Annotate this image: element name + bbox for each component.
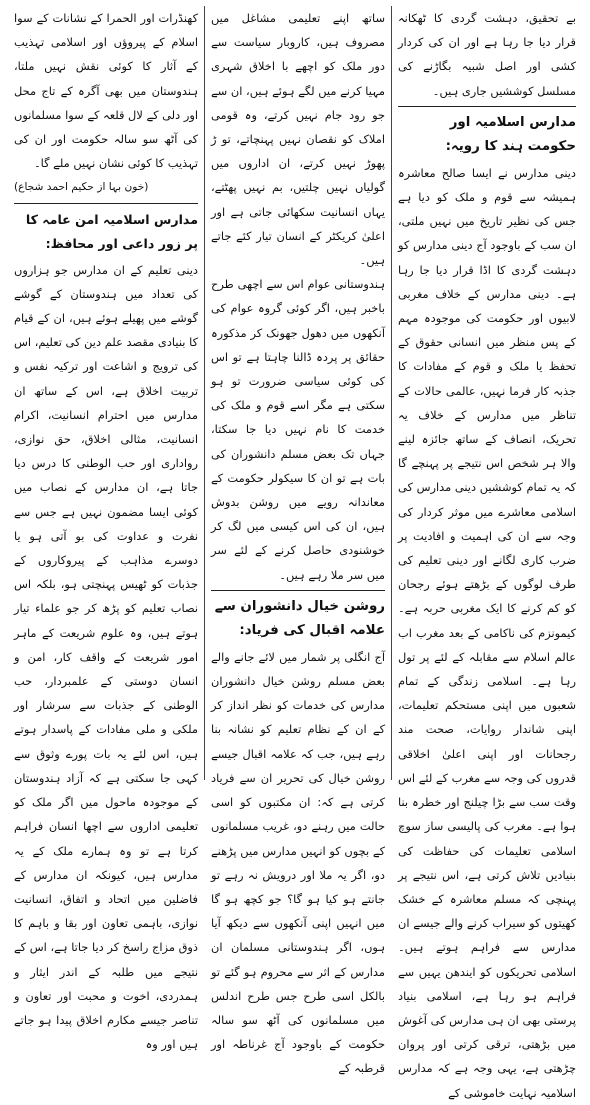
- column-right: [392, 6, 582, 1100]
- section-divider: [211, 590, 385, 591]
- paragraph: دینی تعلیم کے ان مدارس جو ہزاروں کی تعداد میں ہندوستان کے گوشے گوشے میں پھیلے ہوئے ہیں، ان کے قیام کا بنیادی مقصد علم دین کی تعلیم، اس کی ترویج و اشاعت اور ترکیہ نفس و تربیت اخلاق ہے، اس کے ساتھ ان مدارس میں احترام انسانیت، اکرام انسانیت، مثالی اخلاق، حق نوازی، رواداری اور حب الوطنی کا درس دیا جاتا ہے، ان مدارس کے نصاب میں کوئی ایسا مضمون نہیں ہے جس سے نفرت و عداوت کی بو آتی ہو یا دوسرے مذاہب کے پیروکاروں کے جذبات کو ٹھیس پہنچتی ہو، بلکہ اس نصاب تعلیم کو پڑھ کر جو علماء تیار ہوتے ہیں، وہ علوم شریعت کے ماہر امور شریعت کے واقف کار، امن و انسان دوستی کے علمبردار، حب الوطنی کے جذبات سے سرشار اور ملکی و ملی مفادات کے پاسدار ہوتے ہیں، اس لئے یہ بات پورے وثوق سے کہی جا سکتی ہے کہ آزاد ہندوستان کے موجودہ ماحول میں اگر ملک کو تعلیمی اداروں سے اچھا انسان فراہم کرتا ہے تو وہ ہمارے ملک کے یہ مدارس ہیں، کیونکہ ان مدارس کے فاضلین میں اتحاد و اتفاق، انسانیت نوازی، باہمی تعاون اور بقا و باہم کا ذوق مزاج راسخ کر دیا جاتا ہے، اس کے نتیجے میں طلبہ کے اندر ایثار و ہمدردی، اخوت و محبت اور تعاون و تناصر جیسے مکارم اخلاق پیدا ہو جاتے ہیں اور وہ: [14, 262, 198, 1052]
- section-divider: [14, 203, 198, 204]
- paragraph: کھنڈرات اور الحمرا کے نشانات کے سوا اسلام کے پیروؤں اور اسلامی تہذیب کے آثار کا کوئی نقش نہیں ملتا، ہندوستان میں بھی آگرہ کے تاج محل اور دلی کے لال قلعہ کے سوا مسلمانوں کی آٹھ سو سالہ حکومت اور ان کی تہذیب کا کوئی نشان نہیں ملے گا۔: [13, 11, 198, 171]
- paragraph: ہندوستانی عوام اس سے اچھی طرح باخبر ہیں، اگر کوئی گروہ عوام کی آنکھوں میں دھول جھونک کر مذکورہ حقائق پر پردہ ڈالنا چاہتا ہے تو اس کی کوئی سیاسی ضرورت تو ہو سکتی ہے مگر اسے قوم و ملک کی خدمت کا نام نہیں دیا جا سکتا، جہاں تک بعض مسلم دانشوران کی بات ہے تو ان کا سیکولر حکومت کے معاندانہ رویے میں روشن بدوش ہیں، ان کی اس کیسی میں لگ کر خوشنودی حاصل کرنے کے لئے سر میں سر ملا رہے ہیں۔: [211, 277, 385, 582]
- paragraph: آج انگلی پر شمار میں لائے جانے والے بعض مسلم روشن خیال دانشوران مدارس کی خدمات کو نظر انداز کر کے ان کے نظام تعلیم کو نشانہ بنا رہے ہیں، جب کہ علامہ اقبال جیسے روشن خیال کی تحریر ان سے فریاد کرتی ہے کہ: ان مکتبوں کو اسی حالت میں رہنے دو، غریب مسلمانوں کے بچوں کو انہیں مدارس میں پڑھنے دو، اگر یہ ملا اور درویش نہ رہے تو جانتے ہو کیا ہو گا؟ جو کچھ ہو گا میں انہیں اپنی آنکھوں سے دیکھ آیا ہوں، اگر ہندوستانی مسلمان ان مدارس کے اثر سے محروم ہو گئے تو بالکل اسی طرح جس طرح اندلس میں مسلمانوں کی آٹھ سو سالہ حکومت کے باوجود آج غرناطہ اور قرطبہ کے: [211, 649, 385, 1076]
- column-left: [8, 6, 204, 1052]
- quote-attribution: (خون بہا از حکیم احمد شجاع): [14, 181, 149, 194]
- paragraph: بے تحقیق، دہشت گردی کا ٹھکانہ قرار دیا جا رہا ہے اور ان کی کردار کشی اور اصل شبیہ بگاڑنے کی مسلسل کوششیں جاری ہیں۔: [398, 11, 576, 98]
- section-heading: مدارس اسلامیہ امن عامہ کا پر زور داعی اور محافظ:: [25, 211, 198, 251]
- paragraph: دینی مدارس نے ایسا صالح معاشرہ ہمیشہ سے قوم و ملک کو دیا ہے جس کی نظیر تاریخ میں نہیں ملتی، ان سب کے باوجود آج دینی مدارس کو دہشت گردی کا اڈا قرار دیا جا رہا ہے۔ دینی مدارس کے خلاف مغربی لابیوں اور حکومت کی موجودہ مہم کے پس منظر میں انسانی حقوق کے تحفظ یا ملک و قوم کے مفادات کا جذبہ کار فرما نہیں، عالمی حالات کے تناظر میں مدارس کے خلاف یہ تحریک، انصاف کے ساتھ جائزہ لینے والا ہر شخص اس نتیجے پر پہنچے گا کہ یہ تمام کوششیں دینی مدارس کی اسلامی معاشرے میں موثر کردار کی وجہ سے ان کی اہمیت و افادیت پر ضرب کاری لگانے اور دینی تعلیم کی طرف لوگوں کے بڑھتے ہوئے رجحان کو کم کرنے کا ایک مغربی حربہ ہے۔ کیمونزم کی ناکامی کے بعد مغرب اب عالم اسلام سے مقابلہ کے لئے پر تول رہا ہے۔ اسلامی زندگی کے تمام شعبوں میں اپنی مستحکم تعلیمات، اپنی شاندار روایات، صحت مند رجحانات اور اپنی اعلیٰ اخلاقی قدروں کی وجہ سے مغرب کے لئے اس وقت سب سے بڑا چیلنج اور خطرہ بنا ہوا ہے۔ مغرب کی پالیسی ساز سوچ اسلامی تعلیمات کی حفاظت کی بنیادیں تلاش کرتی ہے، اس نتیجے پر پہنچی کہ مسلم معاشرہ کے خشک کھیتوں کو سیراب کرنے والے جیسے ان مدارس سے فراہم ہوتے ہیں۔ اسلامی تحریکوں کو ایندھن یہیں سے فراہم ہو رہا ہے، اسلامی بنیاد پرستی بھی ان ہی مدارس کی آغوش میں بڑھتی، ترقی کرتی اور پروان چڑھتی ہے، یہی وجہ ہے کہ مدارس اسلامیہ نہایت خاموشی کے: [398, 165, 576, 1100]
- paragraph: ساتھ اپنے تعلیمی مشاغل میں مصروف ہیں، کاروبار سیاست سے دور ملک کو اچھے با اخلاق شہری مہیا کرنے میں لگے ہوئے ہیں، ان سے جو رود جام نہیں کرتے، وہ قومی املاک کو نقصان نہیں پہنچاتے، تو ڑ پھوڑ نہیں کرتے، ان اداروں میں گولیاں نہیں چلتیں، بم نہیں پھٹتے، یہاں انسانیت سکھائی جاتی ہے اور اعلیٰ کریکٹر کے انسان تیار کئے جاتے ہیں۔: [211, 11, 385, 268]
- section-heading: روشن خیال دانشوران سے علامہ اقبال کی فریاد:: [214, 598, 385, 638]
- column-middle: [204, 6, 392, 1076]
- section-heading: مدارس اسلامیہ اور حکومت ہند کا رویہ:: [445, 114, 576, 154]
- section-divider: [398, 106, 576, 107]
